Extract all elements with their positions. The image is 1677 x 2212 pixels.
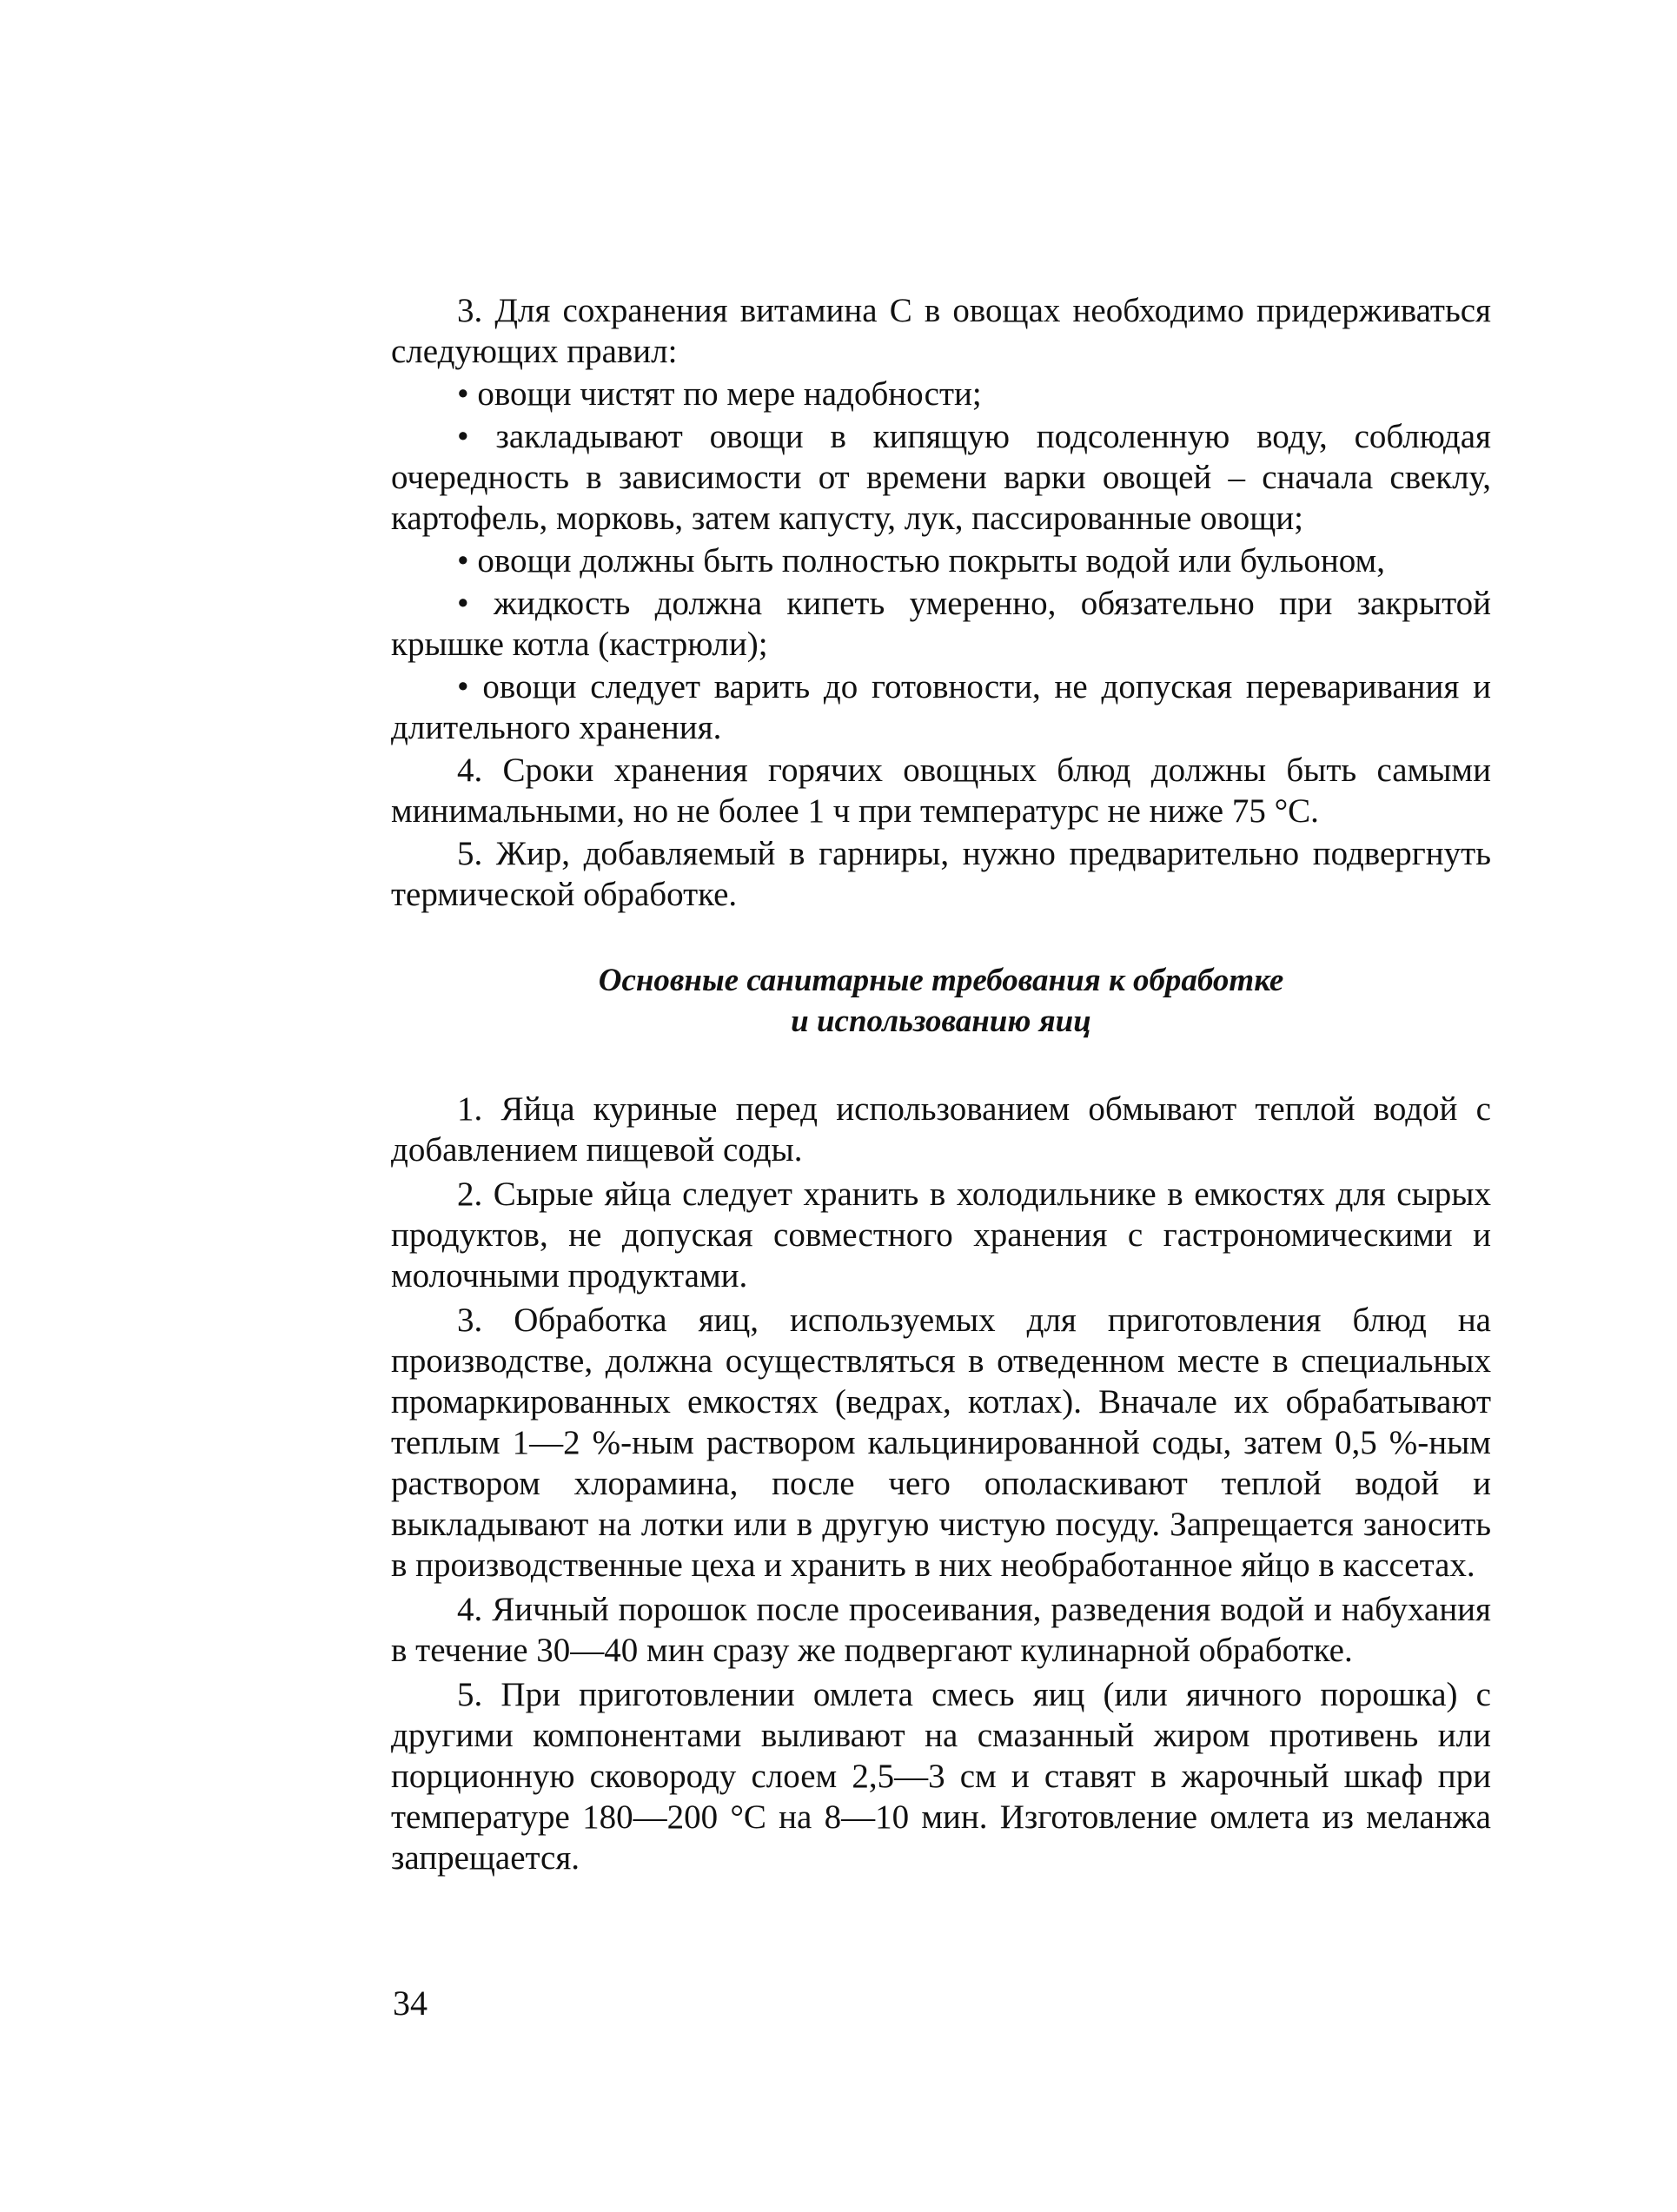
section-heading-line-2: и использованию яиц (791, 1003, 1091, 1039)
paragraph-egg-powder: 4. Яичный порошок после просеивания, разведения водой и набухания в течение 30—40 мин сразу же подвергают кулинарной обработке. (391, 1591, 1491, 1669)
section-eggs (391, 1089, 1491, 1878)
section-heading-line-1: Основные санитарные требования к обработке (598, 963, 1284, 998)
paragraph-egg-storage: 2. Сырые яйца следует хранить в холодильнике в емкостях для сырых продуктов, не допуская совместного хранения с гастрономическими и молочными продуктами. (391, 1176, 1491, 1295)
page-body (391, 290, 1491, 1882)
paragraph-storage-terms: 4. Сроки хранения горячих овощных блюд должны быть самыми минимальными, но не более 1 ч при температурс не ниже 75 °С. (391, 752, 1491, 830)
paragraph-egg-processing: 3. Обработка яиц, используемых для приготовления блюд на производстве, должна осуществляться в отведенном месте в специальных промаркированных емкостях (ведрах, котлах). Вначале их обрабатывают теплым 1—2 %-ным раствором кальцинированной соды, затем 0,5 %-ным раствором хлорамина, после чего ополаскивают теплой водой и выкладывают на лотки или в другую чистую посуду. Запрещается заносить в производственные цеха и хранить в них необработанное яйцо в кассетах. (391, 1301, 1491, 1584)
page-number: 34 (393, 1984, 428, 2023)
list-item: • жидкость должна кипеть умеренно, обязательно при закрытой крышке котла (кастрюли); (391, 585, 1491, 663)
list-item: • закладывают овощи в кипящую подсоленную воду, соблюдая очередность в зависимости от времени варки овощей – сначала свеклу, картофель, морковь, затем капусту, лук, пассированные овощи; (391, 418, 1491, 537)
paragraph-fat-treatment: 5. Жир, добавляемый в гарниры, нужно предварительно подвергнуть термической обработке. (391, 835, 1491, 913)
paragraph-omelette: 5. При приготовлении омлета смесь яиц (или яичного порошка) с другими компонентами выливают на смазанный жиром противень или порционную сковороду слоем 2,5—3 см и ставят в жарочный шкаф при температуре 180—200 °С на 8—10 мин. Изготовление омлета из меланжа запрещается. (391, 1676, 1491, 1877)
list-item: • овощи чистят по мере надобности; (457, 375, 982, 413)
list-item: • овощи следует варить до готовности, не допуская переваривания и длительного хранения. (391, 668, 1491, 746)
list-item: • овощи должны быть полностью покрыты водой или бульоном, (457, 542, 1385, 579)
paragraph-egg-washing: 1. Яйца куриные перед использованием обмывают теплой водой с добавлением пищевой соды. (391, 1090, 1491, 1169)
section-heading (391, 960, 1491, 1042)
paragraph-vitamin-c-rules: 3. Для сохранения витамина С в овощах необходимо придерживаться следующих правил: (391, 292, 1491, 370)
section-vegetables (391, 290, 1491, 915)
